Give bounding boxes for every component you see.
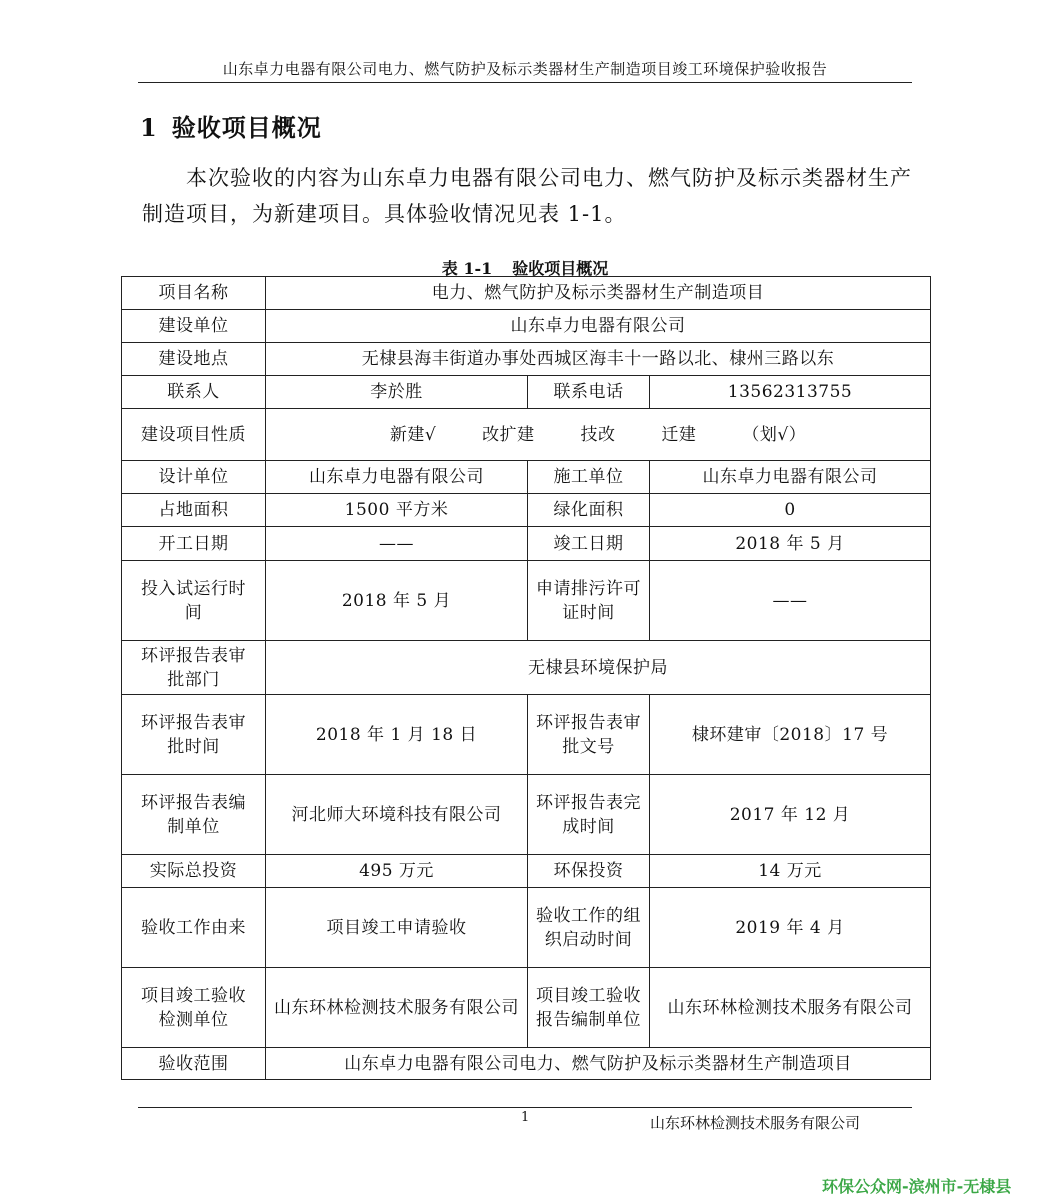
table-row xyxy=(122,376,931,409)
cell-label: 投入试运行时间 xyxy=(122,561,266,641)
table-row xyxy=(122,641,931,695)
table-row xyxy=(122,855,931,888)
cell-label: 联系人 xyxy=(122,376,266,409)
cell-value xyxy=(266,409,931,461)
cell-label: 施工单位 xyxy=(528,461,650,494)
cell-label: 占地面积 xyxy=(122,494,266,527)
table-row xyxy=(122,561,931,641)
table-caption-title: 验收项目概况 xyxy=(512,259,609,278)
cell-label: 验收工作的组织启动时间 xyxy=(528,888,650,968)
cell-label: 环评报告表审批文号 xyxy=(528,695,650,775)
cell-value: 495 万元 xyxy=(266,855,528,888)
cell-label: 环评报告表审批部门 xyxy=(122,641,266,695)
cell-label: 项目竣工验收检测单位 xyxy=(122,968,266,1048)
cell-value: 2018 年 5 月 xyxy=(650,527,931,561)
cell-label: 验收工作由来 xyxy=(122,888,266,968)
section-heading xyxy=(140,108,322,143)
cell-label: 项目竣工验收报告编制单位 xyxy=(528,968,650,1048)
cell-label: 环评报告表编制单位 xyxy=(122,775,266,855)
cell-value: —— xyxy=(650,561,931,641)
cell-label: 项目名称 xyxy=(122,277,266,310)
cell-label: 设计单位 xyxy=(122,461,266,494)
cell-value: 项目竣工申请验收 xyxy=(266,888,528,968)
cell-label: 验收范围 xyxy=(122,1048,266,1080)
cell-value: 山东卓力电器有限公司 xyxy=(266,461,528,494)
table-row xyxy=(122,968,931,1048)
cell-value: 1500 平方米 xyxy=(266,494,528,527)
cell-value: 李於胜 xyxy=(266,376,528,409)
table-row xyxy=(122,461,931,494)
cell-label: 开工日期 xyxy=(122,527,266,561)
intro-paragraph: 本次验收的内容为山东卓力电器有限公司电力、燃气防护及标示类器材生产制造项目，为新建项目。具体验收情况见表 1-1。 xyxy=(142,166,912,226)
table-row xyxy=(122,277,931,310)
table-row xyxy=(122,527,931,561)
cell-label: 联系电话 xyxy=(528,376,650,409)
nature-option: 改扩建 xyxy=(482,424,535,445)
page-number: 1 xyxy=(521,1110,530,1125)
watermark-text: 环保公众网-滨州市-无棣县 xyxy=(822,1177,1012,1196)
cell-value: 山东卓力电器有限公司电力、燃气防护及标示类器材生产制造项目 xyxy=(266,1048,931,1080)
nature-option: 新建√ xyxy=(389,424,437,445)
nature-option: （划√） xyxy=(742,424,807,445)
header-rule xyxy=(138,82,912,83)
table-row xyxy=(122,775,931,855)
cell-value: 山东卓力电器有限公司 xyxy=(650,461,931,494)
table-row xyxy=(122,343,931,376)
cell-value: 无棣县环境保护局 xyxy=(266,641,931,695)
table-caption-number: 表 1-1 xyxy=(441,259,493,278)
cell-value: 山东环林检测技术服务有限公司 xyxy=(266,968,528,1048)
cell-value: 棣环建审〔2018〕17 号 xyxy=(650,695,931,775)
running-header: 山东卓力电器有限公司电力、燃气防护及标示类器材生产制造项目竣工环境保护验收报告 xyxy=(222,60,828,78)
cell-label: 实际总投资 xyxy=(122,855,266,888)
cell-label: 建设地点 xyxy=(122,343,266,376)
cell-label: 绿化面积 xyxy=(528,494,650,527)
table-row xyxy=(122,888,931,968)
cell-label: 申请排污许可证时间 xyxy=(528,561,650,641)
cell-label: 建设单位 xyxy=(122,310,266,343)
nature-option: 技改 xyxy=(580,424,616,445)
project-overview-table xyxy=(121,276,931,1080)
table-row xyxy=(122,409,931,461)
cell-value: 0 xyxy=(650,494,931,527)
footer-rule xyxy=(138,1107,912,1108)
footer-organization: 山东环林检测技术服务有限公司 xyxy=(650,1114,861,1132)
cell-value: 山东环林检测技术服务有限公司 xyxy=(650,968,931,1048)
cell-value: 2018 年 5 月 xyxy=(266,561,528,641)
nature-option: 迁建 xyxy=(661,424,697,445)
table-row xyxy=(122,695,931,775)
cell-label: 建设项目性质 xyxy=(122,409,266,461)
cell-label: 环评报告表审批时间 xyxy=(122,695,266,775)
cell-value: 2019 年 4 月 xyxy=(650,888,931,968)
section-number: 1 xyxy=(140,113,158,142)
cell-value: 13562313755 xyxy=(650,376,931,409)
table-row xyxy=(122,494,931,527)
cell-value: 电力、燃气防护及标示类器材生产制造项目 xyxy=(266,277,931,310)
cell-value: 14 万元 xyxy=(650,855,931,888)
cell-value: 河北师大环境科技有限公司 xyxy=(266,775,528,855)
cell-value: 山东卓力电器有限公司 xyxy=(266,310,931,343)
cell-label: 竣工日期 xyxy=(528,527,650,561)
section-title: 验收项目概况 xyxy=(171,113,322,142)
cell-label: 环保投资 xyxy=(528,855,650,888)
cell-value: —— xyxy=(266,527,528,561)
table-row xyxy=(122,310,931,343)
cell-value: 无棣县海丰街道办事处西城区海丰十一路以北、棣州三路以东 xyxy=(266,343,931,376)
table-row xyxy=(122,1048,931,1080)
cell-label: 环评报告表完成时间 xyxy=(528,775,650,855)
cell-value: 2018 年 1 月 18 日 xyxy=(266,695,528,775)
cell-value: 2017 年 12 月 xyxy=(650,775,931,855)
